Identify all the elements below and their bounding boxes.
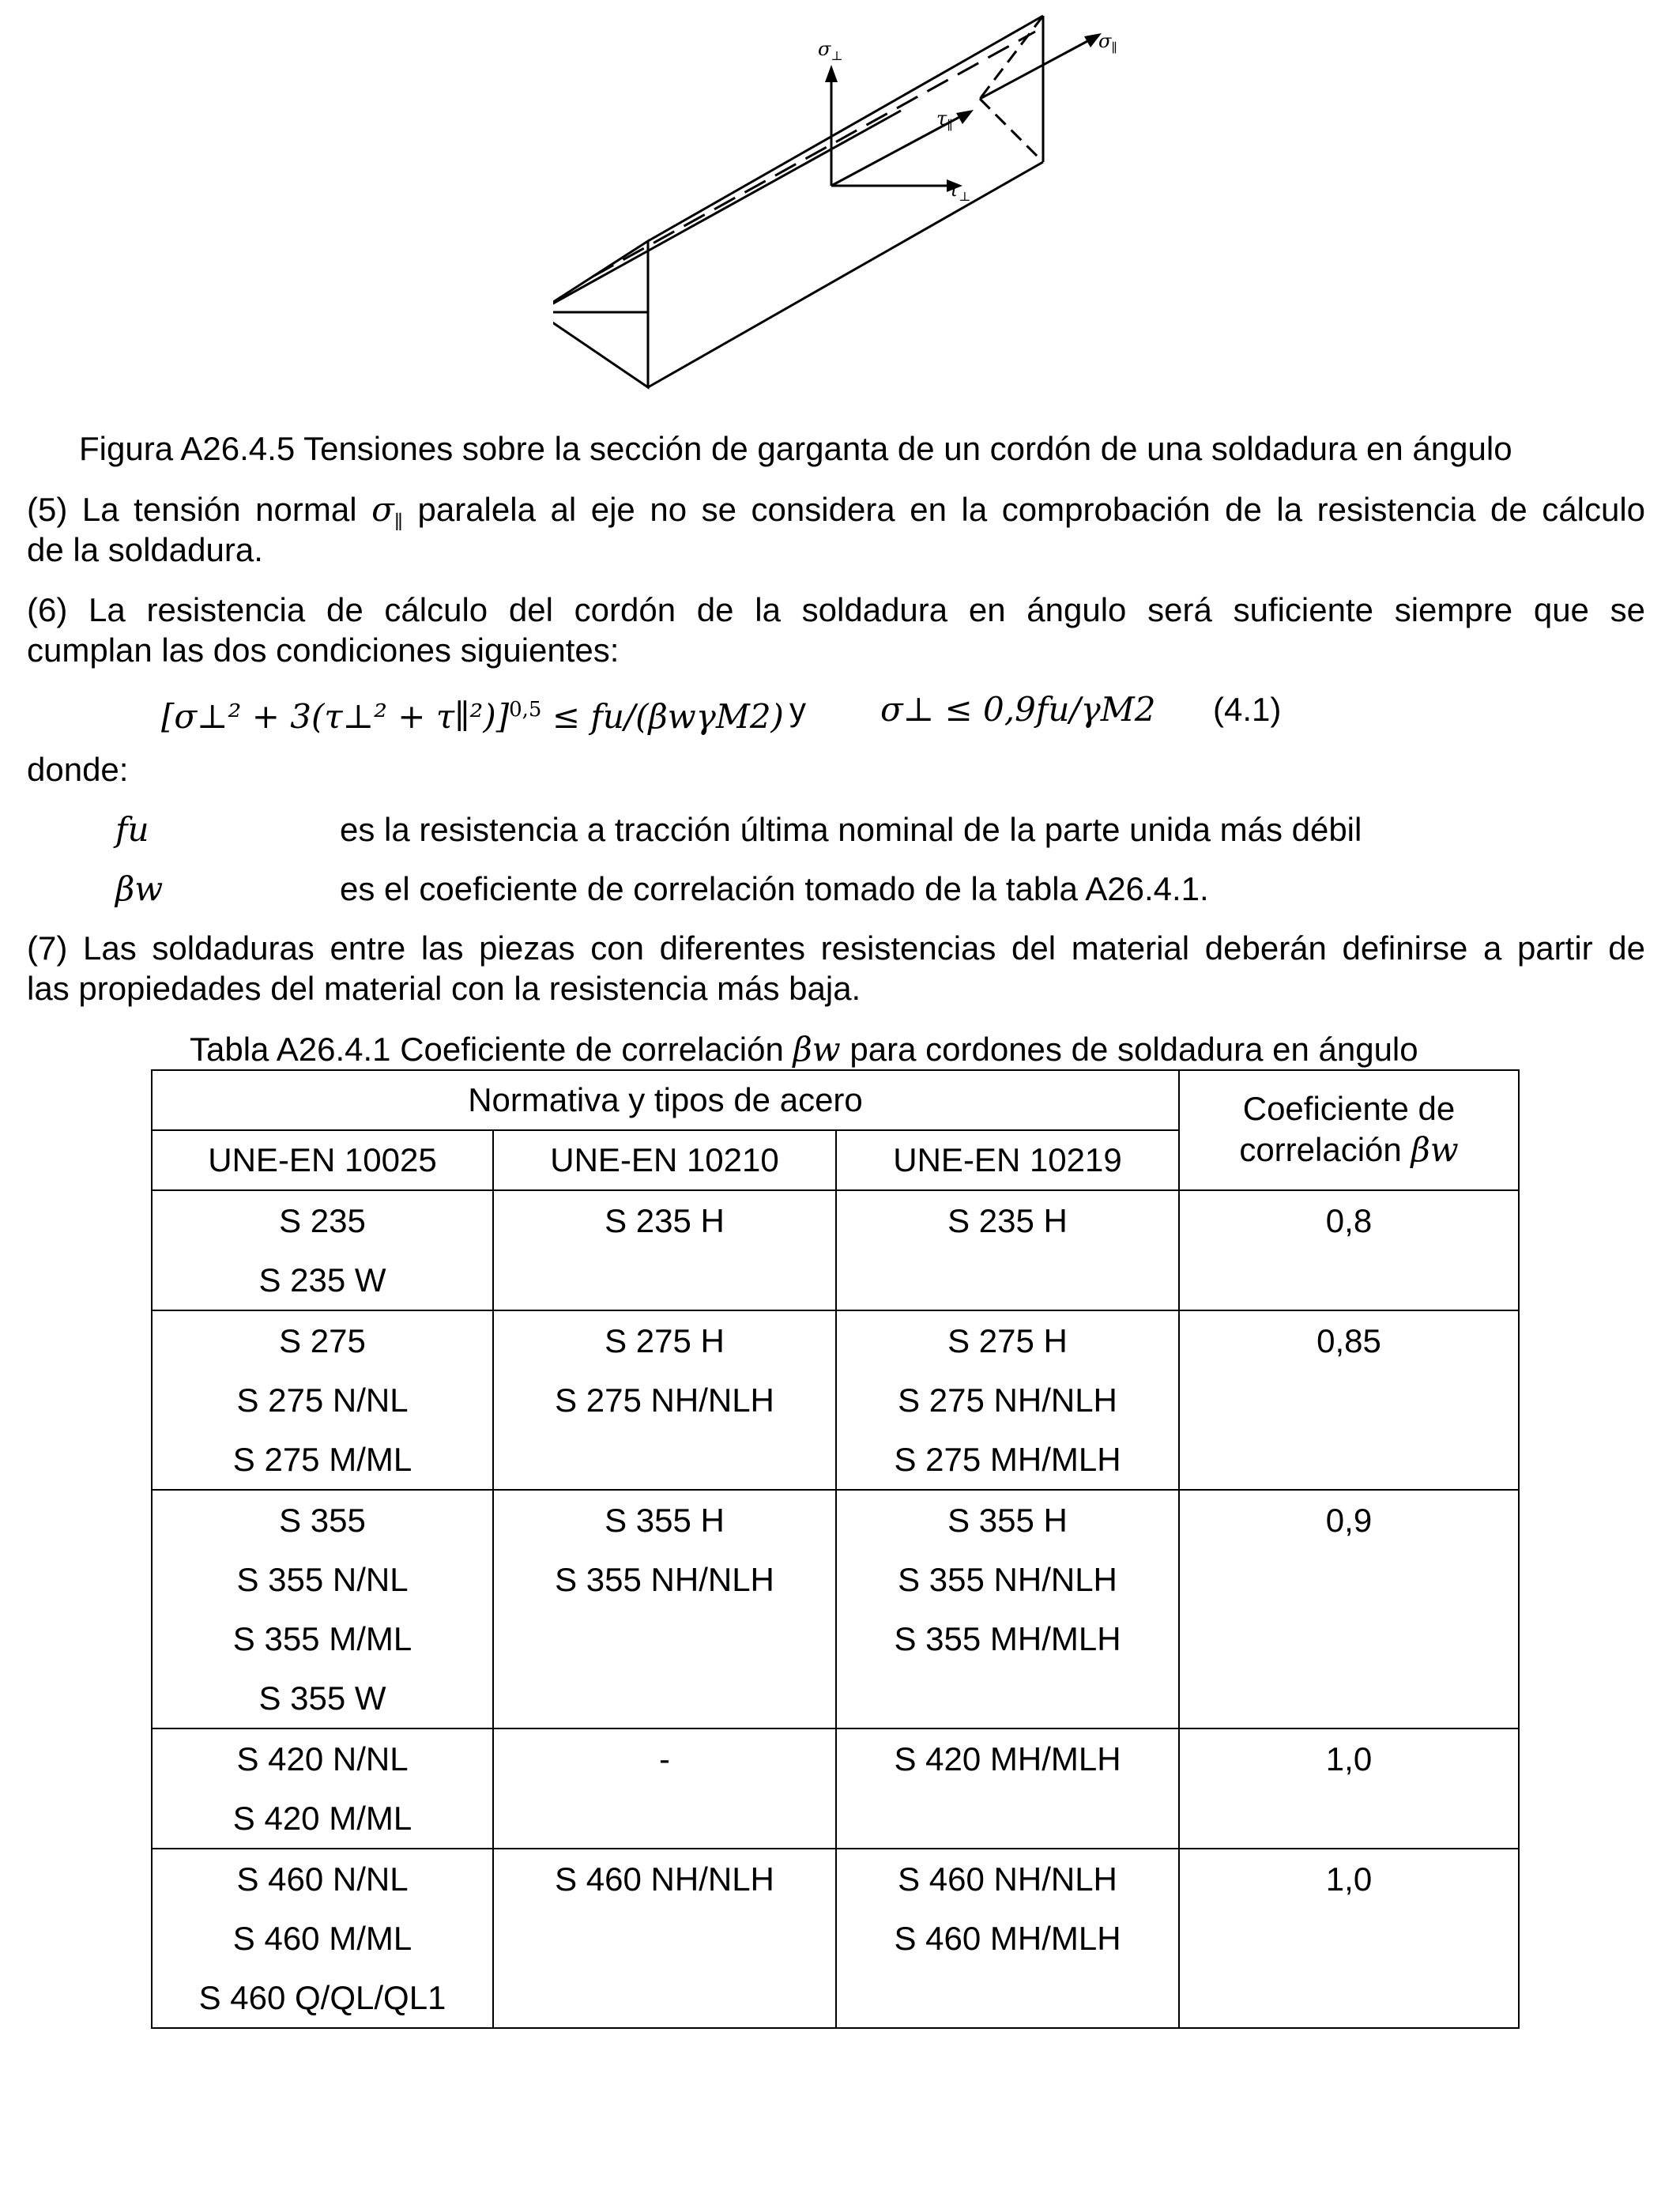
equation-rhs: σ⊥ ≤ 0,9fu/γM2 — [880, 690, 1156, 729]
steel-grade: - — [659, 1740, 670, 1777]
steel-grade: S 355 M/ML — [232, 1620, 412, 1657]
coef-cell — [1179, 1849, 1519, 2028]
steel-grade: S 355 NH/NLH — [898, 1561, 1117, 1598]
equation-conjunction: y — [789, 691, 806, 728]
table-cell — [836, 1728, 1179, 1849]
coef-value: 0,85 — [1317, 1322, 1381, 1359]
coef-cell — [1179, 1728, 1519, 1849]
para-5-line-2: de la soldadura. — [27, 531, 263, 568]
steel-grade: S 460 M/ML — [232, 1920, 412, 1957]
col-header-10219: UNE-EN 10219 — [836, 1130, 1179, 1190]
para-6-line-2: cumplan las dos condiciones siguientes: — [27, 631, 620, 669]
coef-cell — [1179, 1190, 1519, 1310]
table-caption: Tabla A26.4.1 Coeficiente de correlación βw para cordones de soldadura en ángulo — [190, 1030, 1418, 1069]
table-cell — [493, 1310, 836, 1490]
weld-front-face — [553, 241, 648, 387]
steel-grade: S 355 W — [258, 1679, 386, 1717]
coef-cell — [1179, 1490, 1519, 1728]
coef-value: 1,0 — [1325, 1860, 1373, 1898]
coef-value: 1,0 — [1325, 1740, 1373, 1777]
table-cell — [836, 1310, 1179, 1490]
table-cell — [152, 1190, 493, 1310]
steel-grade: S 355 H — [605, 1502, 725, 1539]
steel-grade: S 460 Q/QL/QL1 — [198, 1979, 446, 2016]
table-cell — [493, 1728, 836, 1849]
figure-caption: Figura A26.4.5 Tensiones sobre la sección de garganta de un cordón de una soldadura en ángulo — [79, 430, 1512, 467]
def-text-fu: es la resistencia a tracción última nominal de la parte unida más débil — [340, 811, 1362, 848]
coef-value: 0,9 — [1325, 1502, 1373, 1539]
steel-grade: S 275 NH/NLH — [898, 1382, 1117, 1419]
steel-grade: S 275 — [279, 1322, 366, 1359]
group-header: Normativa y tipos de acero — [152, 1070, 1179, 1130]
donde-label: donde: — [27, 751, 129, 788]
steel-grade: S 235 H — [605, 1202, 725, 1239]
def-symbol-betaw: βw — [115, 869, 164, 908]
table-cell — [836, 1849, 1179, 2028]
steel-grade: S 275 M/ML — [232, 1441, 412, 1478]
table-cell — [493, 1490, 836, 1728]
weld-throat-diagram — [553, 0, 1185, 411]
steel-grade: S 235 H — [947, 1202, 1068, 1239]
steel-grade: S 420 M/ML — [232, 1800, 412, 1837]
table-row — [152, 1190, 1519, 1310]
table-cell — [152, 1728, 493, 1849]
equation-4-1 — [161, 689, 1282, 737]
steel-grade: S 355 H — [947, 1502, 1068, 1539]
table-body — [152, 1190, 1519, 2028]
svg-text:τ⊥: $\tau_\perp$ — [948, 179, 971, 204]
table-row — [152, 1728, 1519, 1849]
weld-top-edge — [648, 16, 1043, 241]
def-text-betaw: es el coeficiente de correlación tomado de la tabla A26.4.1. — [340, 870, 1209, 907]
steel-grade: S 460 NH/NLH — [898, 1860, 1117, 1898]
table-row — [152, 1490, 1519, 1728]
para-7-line-2: las propiedades del material con la resistencia más baja. — [27, 970, 861, 1007]
steel-grade: S 460 NH/NLH — [555, 1860, 774, 1898]
svg-text:σ∥: $\sigma_\parallel$ — [1098, 30, 1117, 55]
table-row — [152, 1849, 1519, 2028]
weld-bottom-edge — [648, 162, 1043, 387]
steel-grade: S 460 MH/MLH — [894, 1920, 1121, 1957]
svg-text:τ∥: $\tau_\parallel$ — [936, 107, 953, 133]
sigma-par-arrow — [980, 40, 1090, 99]
coef-value: 0,8 — [1325, 1202, 1373, 1239]
para-6-line-1: (6) La resistencia de cálculo del cordón de la soldadura en ángulo será suficiente siempre que se — [27, 591, 1645, 628]
table-cell — [836, 1490, 1179, 1728]
steel-grade: S 420 MH/MLH — [894, 1740, 1121, 1777]
throat-centre-line — [593, 32, 1035, 277]
correlation-table — [151, 1069, 1520, 2029]
col-header-10210: UNE-EN 10210 — [493, 1130, 836, 1190]
steel-grade: S 275 H — [947, 1322, 1068, 1359]
col-header-10025: UNE-EN 10025 — [152, 1130, 493, 1190]
steel-grade: S 355 MH/MLH — [894, 1620, 1121, 1657]
coef-cell — [1179, 1310, 1519, 1490]
steel-grade: S 275 MH/MLH — [894, 1441, 1121, 1478]
tau-par-label: τ — [936, 107, 947, 130]
steel-grade: S 275 H — [605, 1322, 725, 1359]
steel-grade: S 275 N/NL — [236, 1382, 409, 1419]
para-5-line-1: (5) La tensión normal $\sigma_\parallel$ paralela al eje no se considera en la comprobación de la resistencia de cálculo — [27, 490, 1646, 533]
equation-lhs: [σ⊥² + 3(τ⊥² + τ∥²)]$^{0,5}$ ≤ fu/(βwγM2) — [161, 697, 784, 736]
svg-text:σ⊥: $\sigma_\perp$ — [818, 38, 843, 63]
def-symbol-fu: fu — [115, 810, 149, 849]
table-cell — [836, 1190, 1179, 1310]
steel-grade: S 275 NH/NLH — [555, 1382, 774, 1419]
steel-grade: S 235 W — [258, 1261, 386, 1299]
steel-grade: S 355 NH/NLH — [555, 1561, 774, 1598]
table-cell — [152, 1490, 493, 1728]
steel-grade: S 355 N/NL — [236, 1561, 409, 1598]
weld-base-edge — [553, 111, 901, 312]
steel-grade: S 420 N/NL — [236, 1740, 409, 1777]
table-row — [152, 1310, 1519, 1490]
table-cell — [493, 1190, 836, 1310]
para-7-line-1: (7) Las soldaduras entre las piezas con diferentes resistencias del material deberán definirse a partir de — [27, 929, 1645, 967]
steel-grade: S 460 N/NL — [236, 1860, 409, 1898]
table-cell — [493, 1849, 836, 2028]
steel-grade: S 235 — [279, 1202, 366, 1239]
equation-number: (4.1) — [1213, 691, 1282, 728]
coef-header: Coeficiente de correlación βw — [1179, 1070, 1519, 1190]
table-cell — [152, 1310, 493, 1490]
sigma-par-label: σ — [1098, 30, 1112, 52]
steel-grade: S 355 — [279, 1502, 366, 1539]
back-dashed-2 — [980, 99, 1043, 162]
sigma-perp-label: σ — [818, 38, 831, 60]
table-cell — [152, 1849, 493, 2028]
tau-perp-label: τ — [948, 179, 959, 201]
